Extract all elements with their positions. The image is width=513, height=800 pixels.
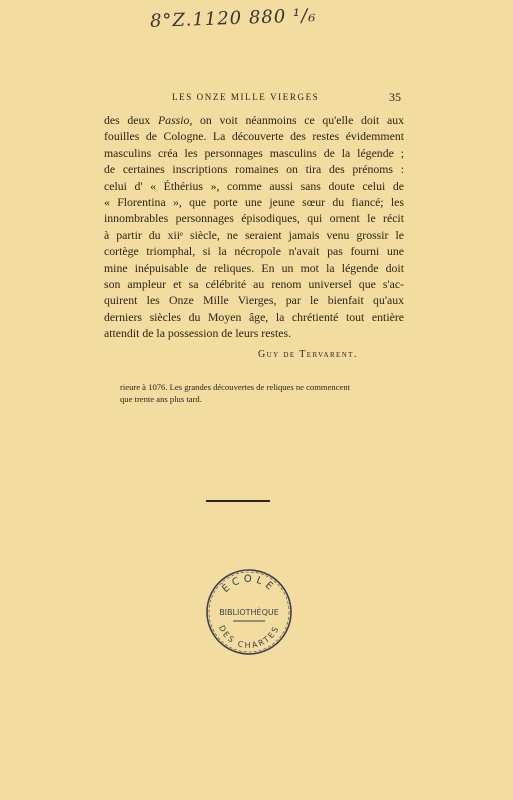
passio-prefix: des deux — [104, 113, 158, 127]
handwritten-shelfmark: 8°Z.1120 880 ¹/₆ — [149, 5, 317, 32]
footnote-line: rieure à 1076. Les grandes découvertes de reliques ne commencent — [120, 382, 351, 392]
body-text — [104, 112, 404, 342]
body-line: innombrables personnages épisodiques, qui ornent le récit — [104, 211, 404, 226]
body-line: attendit de la possession de leurs restes. — [104, 326, 292, 341]
body-line — [104, 112, 404, 128]
body-line: mine inépuisable de reliques. En un mot la légende doit — [104, 260, 404, 275]
body-line: masculins créa les personnages masculins de la légende ; — [104, 145, 404, 160]
running-head — [0, 92, 513, 108]
passio-rest: , on voit néanmoins ce qu'elle doit aux — [189, 113, 404, 127]
library-stamp — [203, 566, 295, 658]
running-title: LES ONZE MILLE VIERGES — [172, 92, 320, 102]
stamp-middle-text: BIBLIOTHÈQUE — [219, 608, 279, 617]
stamp-top-path: ÉCOLE — [220, 573, 278, 595]
page-number: 35 — [389, 90, 401, 104]
stamp-bottom-text — [217, 624, 281, 650]
stamp-top-text — [219, 574, 278, 595]
body-line: quirent les Onze Mille Vierges, par le bienfait qu'aux — [104, 293, 404, 308]
passio-italic: Passio — [157, 113, 190, 127]
body-line: celui d' « Éthérius », comme aussi sans doute celui de — [104, 178, 404, 193]
section-rule — [206, 500, 270, 502]
body-line: fouilles de Cologne. La découverte des restes évidemment — [104, 129, 404, 144]
body-line: de certaines inscriptions romaines on tira des prénoms : — [104, 162, 404, 177]
body-line: cortège triomphal, si la nécropole n'avait pas fourni une — [104, 244, 404, 259]
body-line: « Florentina », que porte une jeune sœur du fiancé; les — [104, 195, 404, 210]
body-line: son ampleur et sa célébrité au renom universel que s'ac- — [104, 277, 404, 292]
footnote-line: que trente ans plus tard. — [120, 394, 202, 405]
footnote — [120, 381, 404, 405]
stamp-bottom-path: DES CHARTES — [216, 623, 282, 651]
author-signature: Guy de Tervarent. — [258, 349, 358, 360]
body-line: à partir du xiiᵉ siècle, ne seraient jamais venu grossir le — [104, 227, 404, 242]
body-line: derniers siècles du Moyen âge, la chrétienté tout entière — [104, 309, 404, 324]
